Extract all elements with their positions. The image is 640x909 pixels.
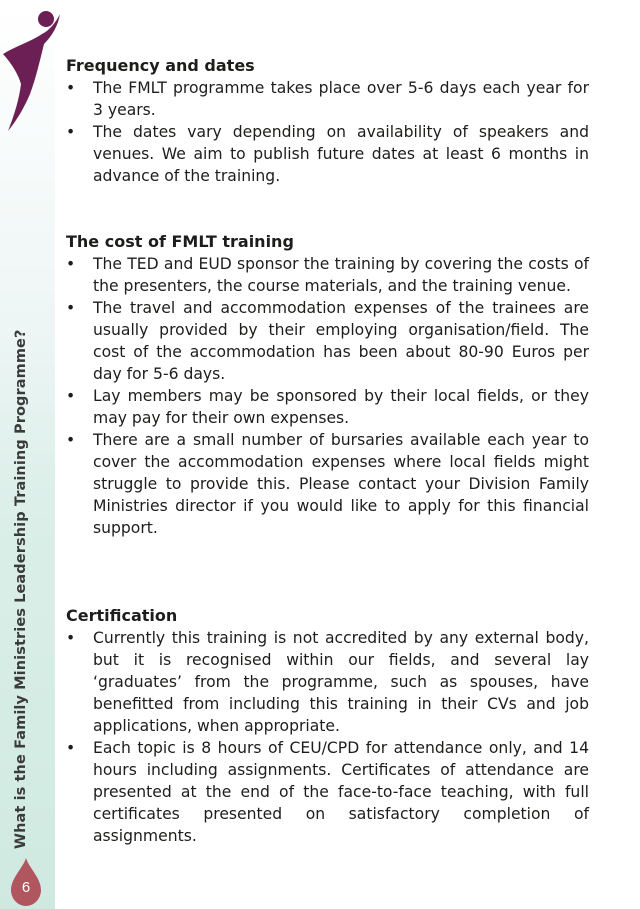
- page-number: 6: [21, 879, 31, 896]
- bullet-icon: •: [66, 739, 76, 757]
- bullet-icon: •: [66, 629, 76, 647]
- bullet-icon: •: [66, 387, 76, 405]
- section-cost-of-training: [66, 231, 589, 539]
- bullet-icon: •: [66, 299, 76, 317]
- list-item: [66, 253, 589, 297]
- list-item-text: The TED and EUD sponsor the training by covering the costs of the presenters, the course materials, and the training venue.: [93, 255, 589, 295]
- bullet-list: [66, 627, 589, 847]
- bullet-icon: •: [66, 255, 76, 273]
- list-item-text: There are a small number of bursaries available each year to cover the accommodation expenses where local fields might struggle to provide this. Please contact your Division Family Ministries director if you would like to apply for this financial support.: [93, 431, 589, 537]
- list-item: [66, 627, 589, 737]
- list-item-text: The travel and accommodation expenses of the trainees are usually provided by their employing organisation/field. The cost of the accommodation has been about 80-90 Euros per day for 5-6 days.: [93, 299, 589, 383]
- list-item: [66, 121, 589, 187]
- section-certification: [66, 605, 589, 847]
- list-item-text: Lay members may be sponsored by their local fields, or they may pay for their own expenses.: [93, 387, 589, 427]
- bullet-icon: •: [66, 79, 76, 97]
- bullet-icon: •: [66, 123, 76, 141]
- section-heading: The cost of FMLT training: [66, 232, 294, 251]
- list-item-text: The FMLT programme takes place over 5-6 days each year for 3 years.: [93, 79, 589, 119]
- sidebar: [0, 0, 55, 909]
- sidebar-title: What is the Family Ministries Leadership Training Programme?: [13, 329, 29, 849]
- list-item-text: Each topic is 8 hours of CEU/CPD for attendance only, and 14 hours including assignments. Certificates of attendance are presented at the end of the face-to-face teaching, with full certificates presented on satisfactory completion of assignments.: [93, 739, 589, 845]
- list-item-text: The dates vary depending on availability of speakers and venues. We aim to publish future dates at least 6 months in advance of the training.: [93, 123, 589, 185]
- section-heading: Certification: [66, 606, 178, 625]
- list-item: [66, 297, 589, 385]
- list-item: [66, 385, 589, 429]
- figure-logo-icon: [0, 8, 62, 132]
- section-heading: Frequency and dates: [66, 56, 255, 75]
- bullet-list: [66, 77, 589, 187]
- list-item: [66, 737, 589, 847]
- list-item: [66, 429, 589, 539]
- list-item-text: Currently this training is not accredited by any external body, but it is recognised within our fields, and several lay ‘graduates’ from the programme, such as spouses, have benefitted from including this training in their CVs and job applications, when appropriate.: [93, 629, 589, 735]
- bullet-icon: •: [66, 431, 76, 449]
- list-item: [66, 77, 589, 121]
- section-frequency-and-dates: [66, 55, 589, 187]
- bullet-list: [66, 253, 589, 539]
